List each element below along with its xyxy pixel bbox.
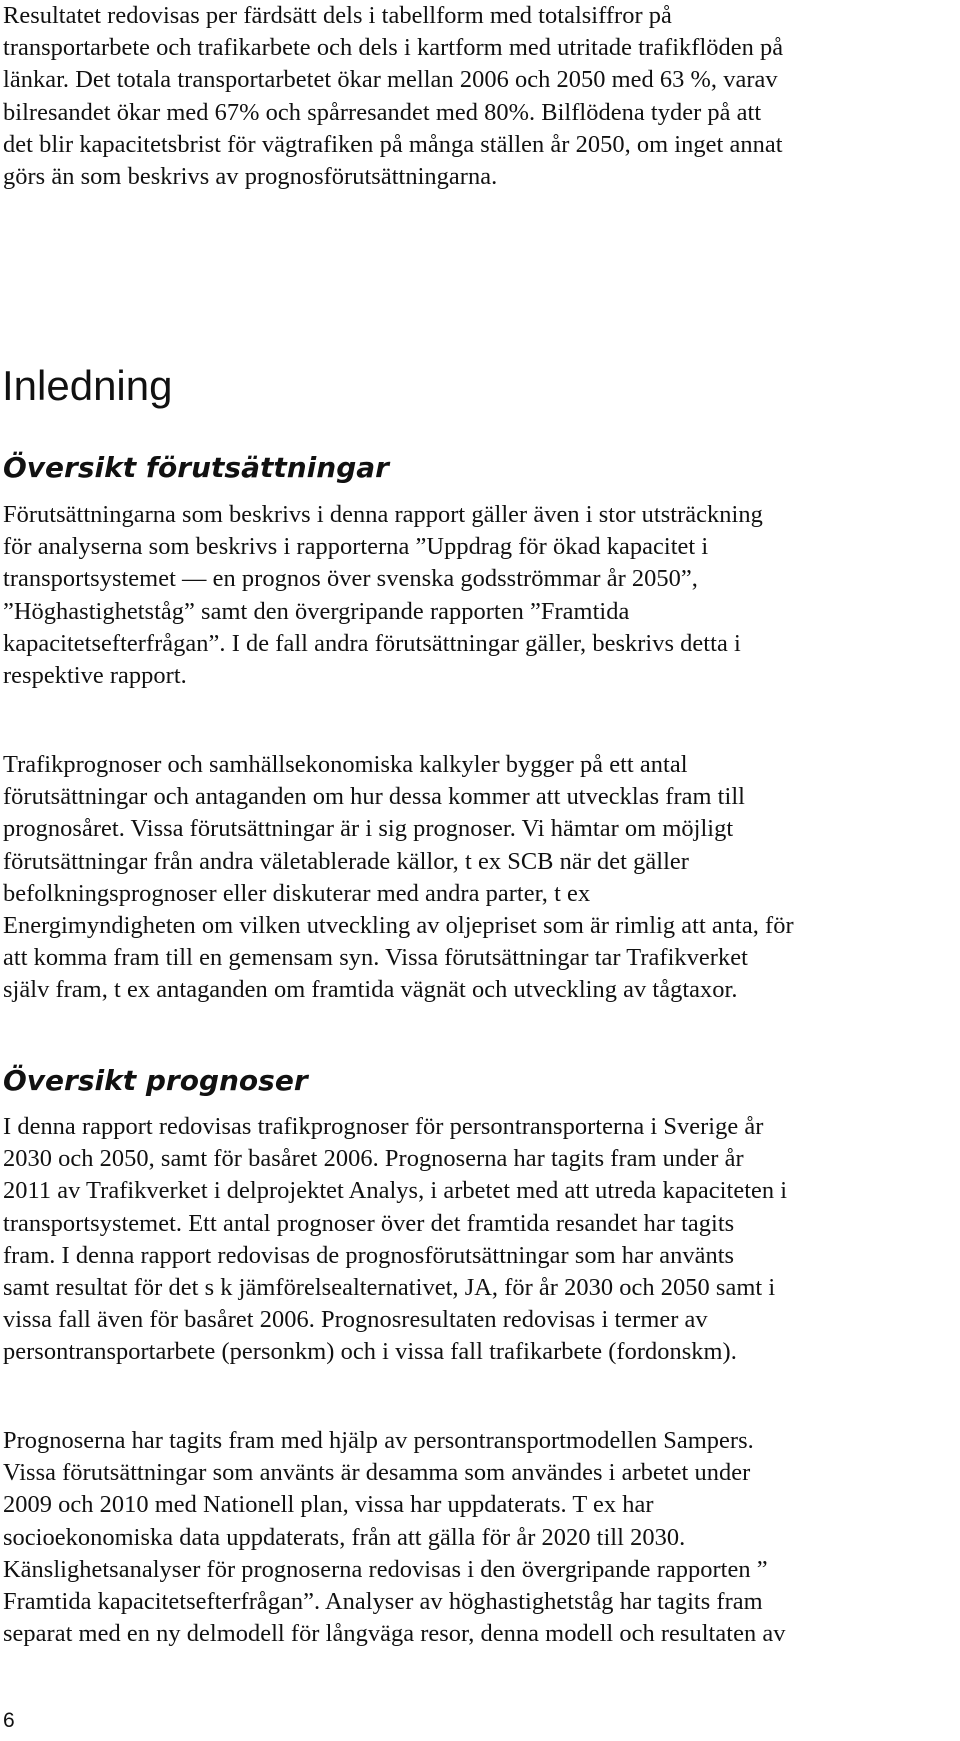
text-line: Trafikprognoser och samhällsekonomiska kalkyler bygger på ett antal (3, 751, 688, 778)
text-line: vissa fall även för basåret 2006. Prognosresultaten redovisas i termer av (3, 1306, 708, 1334)
prognoser-paragraph-1 (3, 1111, 958, 1369)
intro-paragraph (3, 0, 958, 193)
chapter-heading: Inledning (2, 362, 173, 409)
text-line: själv fram, t ex antaganden om framtida vägnät och utveckling av tågtaxor. (3, 976, 738, 1004)
text-line: kapacitetsefterfrågan”. I de fall andra förutsättningar gäller, beskrivs detta i (3, 629, 741, 657)
text-line: 2030 och 2050, samt för basåret 2006. Prognoserna har tagits fram under år (3, 1145, 744, 1173)
text-line: Resultatet redovisas per färdsätt dels i tabellform med totalsiffror på (3, 2, 672, 29)
text-line: görs än som beskrivs av prognosförutsättningarna. (3, 163, 498, 191)
forutsattningar-paragraph-2 (3, 749, 958, 1007)
section-heading-prognoser: Översikt prognoser (3, 1064, 308, 1097)
text-line: förutsättningar och antaganden om hur dessa kommer att utvecklas fram till (3, 783, 745, 811)
text-line: Prognoserna har tagits fram med hjälp av persontransportmodellen Sampers. (3, 1427, 754, 1454)
text-line: I denna rapport redovisas trafikprognoser för persontransporterna i Sverige år (3, 1113, 764, 1140)
text-line: bilresandet ökar med 67% och spårresandet med 80%. Bilflödena tyder på att (3, 98, 762, 126)
text-line: persontransportarbete (personkm) och i vissa fall trafikarbete (fordonskm). (3, 1338, 737, 1366)
text-line: transportsystemet. Ett antal prognoser över det framtida resandet har tagits (3, 1209, 735, 1237)
text-line: för analyserna som beskrivs i rapporterna ”Uppdrag för ökad kapacitet i (3, 533, 709, 561)
section-heading-forutsattningar: Översikt förutsättningar (3, 451, 389, 484)
text-line: Känslighetsanalyser för prognoserna redovisas i den övergripande rapporten ” (3, 1555, 768, 1583)
text-line: att komma fram till en gemensam syn. Vissa förutsättningar tar Trafikverket (3, 944, 748, 972)
text-line: Förutsättningarna som beskrivs i denna rapport gäller även i stor utsträckning (3, 501, 763, 528)
prognoser-paragraph-2 (3, 1425, 958, 1650)
text-line: fram. I denna rapport redovisas de prognosförutsättningar som har använts (3, 1241, 735, 1269)
text-line: det blir kapacitetsbrist för vägtrafiken på många ställen år 2050, om inget annat (3, 130, 783, 158)
text-line: socioekonomiska data uppdaterats, från att gälla för år 2020 till 2030. (3, 1523, 686, 1551)
text-line: Energimyndigheten om vilken utveckling av oljepriset som är rimlig att anta, för (3, 912, 794, 940)
text-line: prognosåret. Vissa förutsättningar är i sig prognoser. Vi hämtar om möjligt (3, 815, 734, 843)
text-line: 2011 av Trafikverket i delprojektet Analys, i arbetet med att utreda kapaciteten i (3, 1177, 788, 1205)
text-line: separat med en ny delmodell för långväga resor, denna modell och resultaten av (3, 1620, 786, 1648)
text-line: respektive rapport. (3, 662, 187, 690)
text-line: transportarbete och trafikarbete och dels i kartform med utritade trafikflöden på (3, 34, 784, 62)
text-line: samt resultat för det s k jämförelsealternativet, JA, för år 2030 och 2050 samt i (3, 1274, 776, 1302)
page-number: 6 (3, 1709, 15, 1732)
text-line: länkar. Det totala transportarbetet ökar mellan 2006 och 2050 med 63 %, varav (3, 66, 778, 94)
text-line: ”Höghastighetståg” samt den övergripande rapporten ”Framtida (3, 597, 630, 625)
text-line: 2009 och 2010 med Nationell plan, vissa har uppdaterats. T ex har (3, 1491, 654, 1519)
text-line: transportsystemet — en prognos över svenska godsströmmar år 2050”, (3, 565, 698, 593)
text-line: Framtida kapacitetsefterfrågan”. Analyser av höghastighetståg har tagits fram (3, 1588, 763, 1616)
text-line: Vissa förutsättningar som använts är desamma som användes i arbetet under (3, 1459, 751, 1487)
forutsattningar-paragraph-1 (3, 499, 958, 692)
text-line: förutsättningar från andra väletablerade källor, t ex SCB när det gäller (3, 847, 689, 875)
text-line: befolkningsprognoser eller diskuterar med andra parter, t ex (3, 879, 591, 907)
